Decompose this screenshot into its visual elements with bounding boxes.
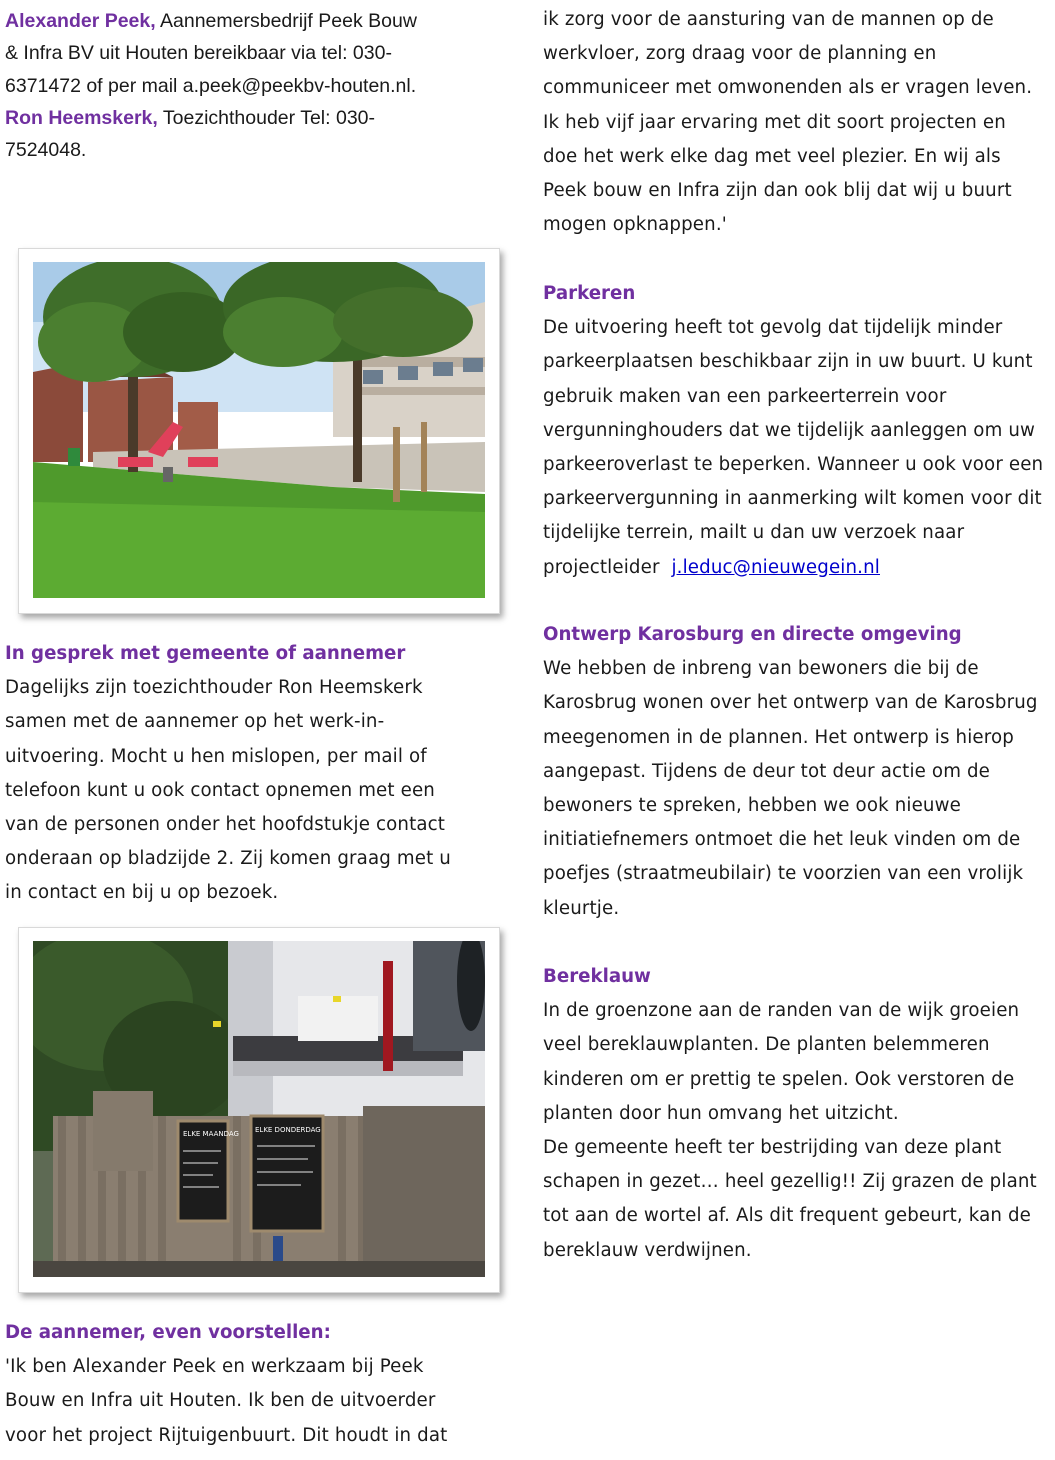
section-aannemer [5, 1316, 447, 1453]
section-ontwerp [543, 618, 1038, 926]
paragraph-line: tot aan de wortel af. Als dit frequent gebeurt, kan de [543, 1205, 1032, 1227]
paragraph-line: werkvloer, zorg draag voor de planning en [543, 43, 937, 65]
contact-block [5, 5, 417, 166]
paragraph-line: voor het project Rijtuigenbuurt. Dit houdt in dat [5, 1424, 448, 1446]
paragraph-line: De uitvoering heeft tot gevolg dat tijdelijk minder [543, 317, 1003, 339]
contact-alexander-line2: & Infra BV uit Houten bereikbaar via tel: 030- [5, 42, 392, 65]
paragraph-line: vergunninghouders dat we tijdelijk aanleggen om uw [543, 419, 1036, 441]
contact-alexander-line1: Alexander Peek, Aannemersbedrijf Peek Bouw [5, 10, 417, 32]
fence-image [33, 941, 485, 1277]
paragraph-line: aangepast. Tijdens de deur tot deur actie om de [543, 760, 991, 782]
photo-fence [18, 927, 500, 1293]
paragraph-line: ik zorg voor de aansturing van de mannen op de [543, 9, 994, 30]
paragraph-line: Peek bouw en Infra zijn dan ook blij dat wij u buurt [543, 180, 1012, 202]
paragraph-line: Karosbrug wonen over het ontwerp van de Karosbrug [543, 692, 1038, 714]
paragraph-line: tijdelijke terrein, mailt u dan uw verzoek naar [543, 522, 965, 544]
paragraph-line: onderaan op bladzijde 2. Zij komen graag met u [5, 848, 451, 870]
section-gesprek [5, 637, 451, 911]
gesprek-body [5, 671, 451, 910]
paragraph-line: poefjes (straatmeubilair) te voorzien van een vrolijk [543, 863, 1024, 885]
paragraph-line: mogen opknappen.' [543, 214, 727, 236]
contact-ron-name: Ron Heemskerk, [5, 106, 158, 129]
contact-alexander-line3: 6371472 of per mail a.peek@peekbv-houten.nl. [5, 74, 417, 97]
paragraph-line: veel bereklauwplanten. De planten belemmeren [543, 1034, 990, 1056]
ontwerp-heading: Ontwerp Karosburg en directe omgeving [543, 624, 962, 645]
paragraph-line: parkeeroverlast te beperken. Wanneer u ook voor een [543, 454, 1044, 476]
section-bereklauw [543, 960, 1037, 1268]
bereklauw-heading: Bereklauw [543, 966, 651, 987]
board-1-text: ELKE MAANDAG [183, 1130, 239, 1138]
playground-image [33, 262, 485, 598]
paragraph-line: telefoon kunt u ook contact opnemen met een [5, 779, 435, 801]
paragraph-line: van de personen onder het hoofdstukje contact [5, 814, 446, 836]
paragraph-line: 'Ik ben Alexander Peek en werkzaam bij Peek [5, 1356, 424, 1378]
paragraph-line: parkeervergunning in aanmerking wilt komen voor dit [543, 488, 1042, 510]
paragraph-line: initiatiefnemers ontmoet die het leuk vinden om de [543, 829, 1021, 851]
aannemer-continued [543, 3, 1032, 242]
paragraph-line: communiceer met omwonenden als er vragen leven. [543, 77, 1033, 99]
photo-playground [18, 248, 500, 614]
paragraph-line: We hebben de inbreng van bewoners die bij de [543, 658, 979, 680]
paragraph-line: uitvoering. Mocht u hen mislopen, per mail of [5, 745, 427, 767]
email-link[interactable]: j.leduc@nieuwegein.nl [671, 556, 880, 578]
paragraph-line: meegenomen in de plannen. Het ontwerp is hierop [543, 726, 1014, 748]
paragraph-line: parkeerplaatsen beschikbaar zijn in uw buurt. U kunt [543, 351, 1033, 373]
paragraph-line: Dagelijks zijn toezichthouder Ron Heemskerk [5, 677, 423, 699]
paragraph-line: Bouw en Infra uit Houten. Ik ben de uitvoerder [5, 1390, 436, 1412]
paragraph-line: schapen in gezet… heel gezellig!! Zij grazen de plant [543, 1171, 1037, 1193]
paragraph-line: doe het werk elke dag met veel plezier. En wij als [543, 145, 1001, 167]
board-2-text: ELKE DONDERDAG [255, 1126, 321, 1134]
paragraph-line: samen met de aannemer op het werk-in- [5, 711, 385, 733]
paragraph-line: In de groenzone aan de randen van de wijk groeien [543, 1000, 1020, 1022]
gesprek-heading: In gesprek met gemeente of aannemer [5, 643, 406, 664]
contact-alexander-name: Alexander Peek, [5, 10, 156, 32]
paragraph-line: De gemeente heeft ter bestrijding van deze plant [543, 1137, 1002, 1159]
contact-ron-line2: 7524048. [5, 139, 87, 162]
paragraph-line: bereklauw verdwijnen. [543, 1239, 752, 1261]
paragraph-line: in contact en bij u op bezoek. [5, 882, 279, 904]
paragraph-line: kleurtje. [543, 897, 620, 919]
paragraph-line: planten door hun omvang het uitzicht. [543, 1102, 899, 1124]
parkeren-heading: Parkeren [543, 283, 636, 304]
section-parkeren [543, 277, 1043, 585]
paragraph-line: bewoners te spreken, hebben we ook nieuwe [543, 795, 961, 817]
paragraph-line: kinderen om er prettig te spelen. Ook verstoren de [543, 1068, 1015, 1090]
paragraph-line: projectleider j.leduc@nieuwegein.nl [543, 556, 880, 578]
contact-ron-line1: Ron Heemskerk, Toezichthouder Tel: 030- [5, 106, 376, 129]
aannemer-heading: De aannemer, even voorstellen: [5, 1322, 331, 1343]
paragraph-line: gebruik maken van een parkeerterrein voor [543, 385, 947, 407]
paragraph-line: Ik heb vijf jaar ervaring met dit soort projecten en [543, 111, 1006, 133]
